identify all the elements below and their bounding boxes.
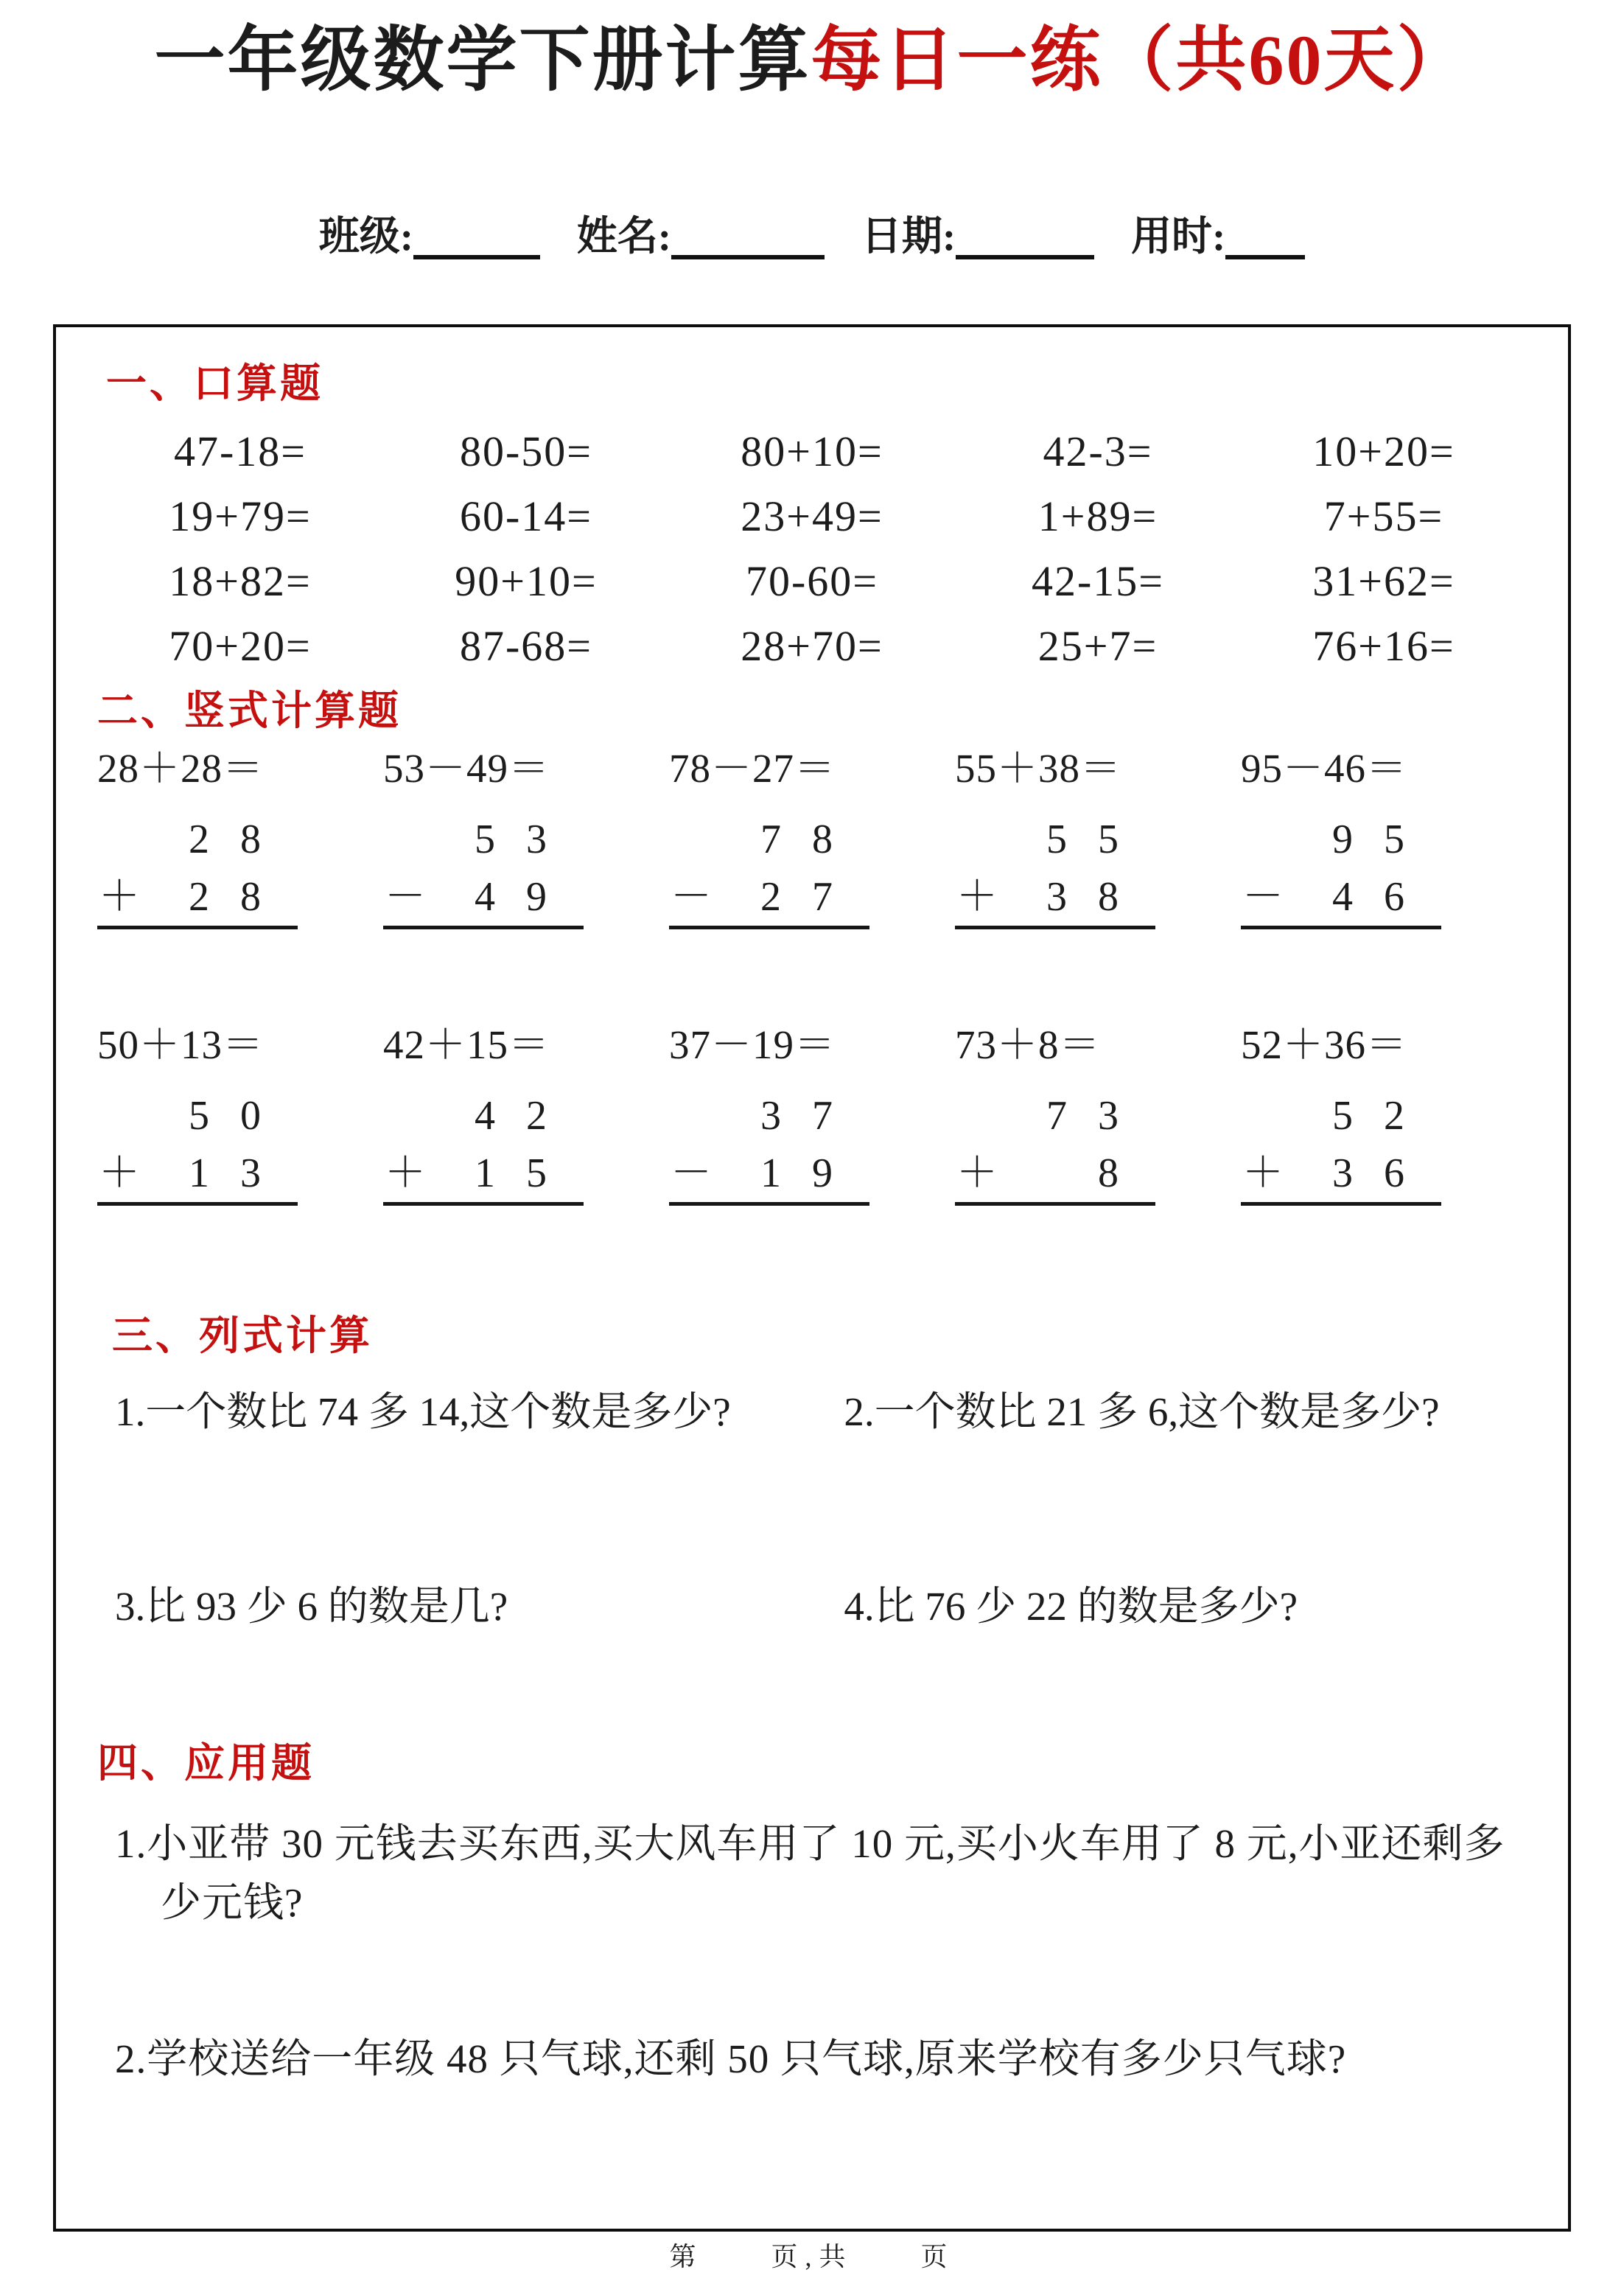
section-heading-expressions: 三、列式计算 [112, 1313, 374, 1358]
vertical-top-number: 37 [760, 1093, 864, 1139]
oral-problem: 90+10= [455, 557, 598, 605]
vertical-operator: ＋ [99, 874, 140, 920]
time-field [1131, 214, 1305, 259]
vertical-problem [383, 746, 669, 929]
vertical-problem [1241, 746, 1527, 929]
vertical-problem [383, 1022, 669, 1206]
vertical-top-number: 52 [1332, 1093, 1435, 1139]
vertical-operator: ＋ [385, 1150, 426, 1196]
vertical-workspace [97, 1093, 304, 1206]
vertical-workspace [383, 1093, 589, 1206]
oral-problem: 1+89= [1037, 492, 1158, 540]
oral-problem: 76+16= [1312, 622, 1455, 670]
vertical-bottom-number: 27 [760, 874, 864, 920]
vertical-workspace [383, 817, 589, 929]
vertical-top-number: 53 [475, 817, 578, 862]
vertical-workspace [955, 1093, 1161, 1206]
oral-problem: 70+20= [169, 622, 312, 670]
oral-problem: 60-14= [459, 492, 593, 540]
date-field [861, 214, 1094, 259]
time-label: 用时: [1130, 214, 1226, 259]
vertical-operator: ＋ [99, 1150, 140, 1196]
page-footer: 第 页,共 页 [669, 2242, 955, 2271]
oral-problem: 80-50= [459, 427, 593, 475]
answer-line [97, 1202, 298, 1206]
vertical-bottom-number: 13 [189, 1150, 292, 1196]
expression-problem: 4.比 76 少 22 的数是多少? [844, 1584, 1298, 1629]
vertical-operator: － [385, 874, 426, 920]
page-title-red: 每日一练（共60天） [811, 21, 1470, 99]
vertical-workspace [97, 817, 304, 929]
vertical-top-number: 28 [189, 817, 292, 862]
vertical-top-number: 73 [1046, 1093, 1149, 1139]
vertical-workspace [669, 1093, 875, 1206]
oral-problem: 31+62= [1312, 557, 1455, 605]
vertical-workspace [669, 817, 875, 929]
oral-problem: 87-68= [459, 622, 593, 670]
vertical-workspace [955, 817, 1161, 929]
vertical-operator: － [1242, 874, 1284, 920]
vertical-equation: 73＋8＝ [955, 1022, 1101, 1067]
section-heading-word-problems: 四、应用题 [97, 1741, 315, 1786]
answer-line [383, 1202, 584, 1206]
date-blank [956, 218, 1094, 259]
vertical-equation: 78－27＝ [669, 746, 836, 791]
oral-problem: 28+70= [741, 622, 883, 670]
vertical-equation: 55＋38＝ [955, 746, 1122, 791]
answer-line [383, 926, 584, 929]
oral-problem: 42-3= [1043, 427, 1153, 475]
word-problem: 1.小亚带 30 元钱去买东西,买大风车用了 10 元,买小火车用了 8 元,小亚还剩多少元钱? [115, 1821, 1505, 1925]
time-blank [1225, 218, 1305, 259]
oral-problem: 80+10= [741, 427, 883, 475]
vertical-equation: 28＋28＝ [97, 746, 265, 791]
vertical-problem [669, 1022, 955, 1206]
answer-line [1241, 926, 1441, 929]
expression-row-2 [97, 1583, 1527, 1630]
vertical-equation: 95－46＝ [1241, 746, 1408, 791]
vertical-equation: 37－19＝ [669, 1022, 836, 1067]
oral-problem: 18+82= [169, 557, 312, 605]
vertical-top-number: 78 [760, 817, 864, 862]
name-blank [671, 218, 825, 259]
oral-problem: 25+7= [1037, 622, 1158, 670]
section-heading-vertical: 二、竖式计算题 [97, 688, 402, 733]
vertical-operator: ＋ [1242, 1150, 1284, 1196]
vertical-bottom-number: 28 [189, 874, 292, 920]
vertical-problem [955, 746, 1241, 929]
oral-problem: 19+79= [169, 492, 312, 540]
vertical-problem [1241, 1022, 1527, 1206]
vertical-problem [97, 746, 383, 929]
oral-problem: 23+49= [741, 492, 883, 540]
section-heading-oral: 一、口算题 [106, 361, 324, 406]
answer-line [97, 926, 298, 929]
vertical-problem [955, 1022, 1241, 1206]
class-field [319, 214, 540, 259]
vertical-workspace [1241, 817, 1447, 929]
oral-problem: 42-15= [1031, 557, 1165, 605]
student-info-line [0, 214, 1624, 259]
vertical-problem-row-2 [97, 1022, 1527, 1206]
vertical-equation: 52＋36＝ [1241, 1022, 1408, 1067]
vertical-workspace [1241, 1093, 1447, 1206]
oral-problem: 10+20= [1312, 427, 1455, 475]
vertical-top-number: 55 [1046, 817, 1149, 862]
answer-line [669, 1202, 869, 1206]
vertical-bottom-number: 49 [475, 874, 578, 920]
vertical-problem [669, 746, 955, 929]
vertical-bottom-number: 36 [1332, 1150, 1435, 1196]
vertical-problem-row-1 [97, 746, 1527, 929]
vertical-equation: 42＋15＝ [383, 1022, 550, 1067]
worksheet-body [53, 324, 1571, 2232]
answer-line [955, 1202, 1155, 1206]
page-title-black: 一年级数学下册计算 [154, 21, 811, 99]
vertical-bottom-number: 46 [1332, 874, 1435, 920]
answer-line [669, 926, 869, 929]
expression-problem: 2.一个数比 21 多 6,这个数是多少? [844, 1389, 1440, 1434]
vertical-operator: ＋ [956, 1150, 998, 1196]
oral-problem: 70-60= [745, 557, 879, 605]
date-label: 日期: [861, 214, 956, 259]
vertical-operator: － [671, 874, 712, 920]
vertical-bottom-number: 38 [1046, 874, 1149, 920]
vertical-bottom-number: 15 [475, 1150, 578, 1196]
vertical-problem [97, 1022, 383, 1206]
vertical-operator: ＋ [956, 874, 998, 920]
vertical-bottom-number: 8 [1098, 1150, 1149, 1196]
oral-problem: 7+55= [1323, 492, 1444, 540]
vertical-top-number: 50 [189, 1093, 292, 1139]
vertical-top-number: 42 [475, 1093, 578, 1139]
answer-line [1241, 1202, 1441, 1206]
class-label: 班级: [318, 214, 414, 259]
vertical-equation: 50＋13＝ [97, 1022, 265, 1067]
answer-line [955, 926, 1155, 929]
expression-row-1 [97, 1388, 1527, 1436]
name-field [577, 214, 825, 259]
name-label: 姓名: [576, 214, 672, 259]
expression-problem: 3.比 93 少 6 的数是几? [115, 1584, 508, 1629]
vertical-operator: － [671, 1150, 712, 1196]
vertical-top-number: 95 [1332, 817, 1435, 862]
expression-problem: 1.一个数比 74 多 14,这个数是多少? [115, 1389, 731, 1434]
oral-problem-grid [97, 429, 1527, 669]
vertical-bottom-number: 19 [760, 1150, 864, 1196]
page-title [0, 0, 1624, 102]
class-blank [413, 218, 540, 259]
vertical-equation: 53－49＝ [383, 746, 550, 791]
word-problem: 2.学校送给一年级 48 只气球,还剩 50 只气球,原来学校有多少只气球? [115, 2036, 1347, 2081]
oral-problem: 47-18= [173, 427, 307, 475]
